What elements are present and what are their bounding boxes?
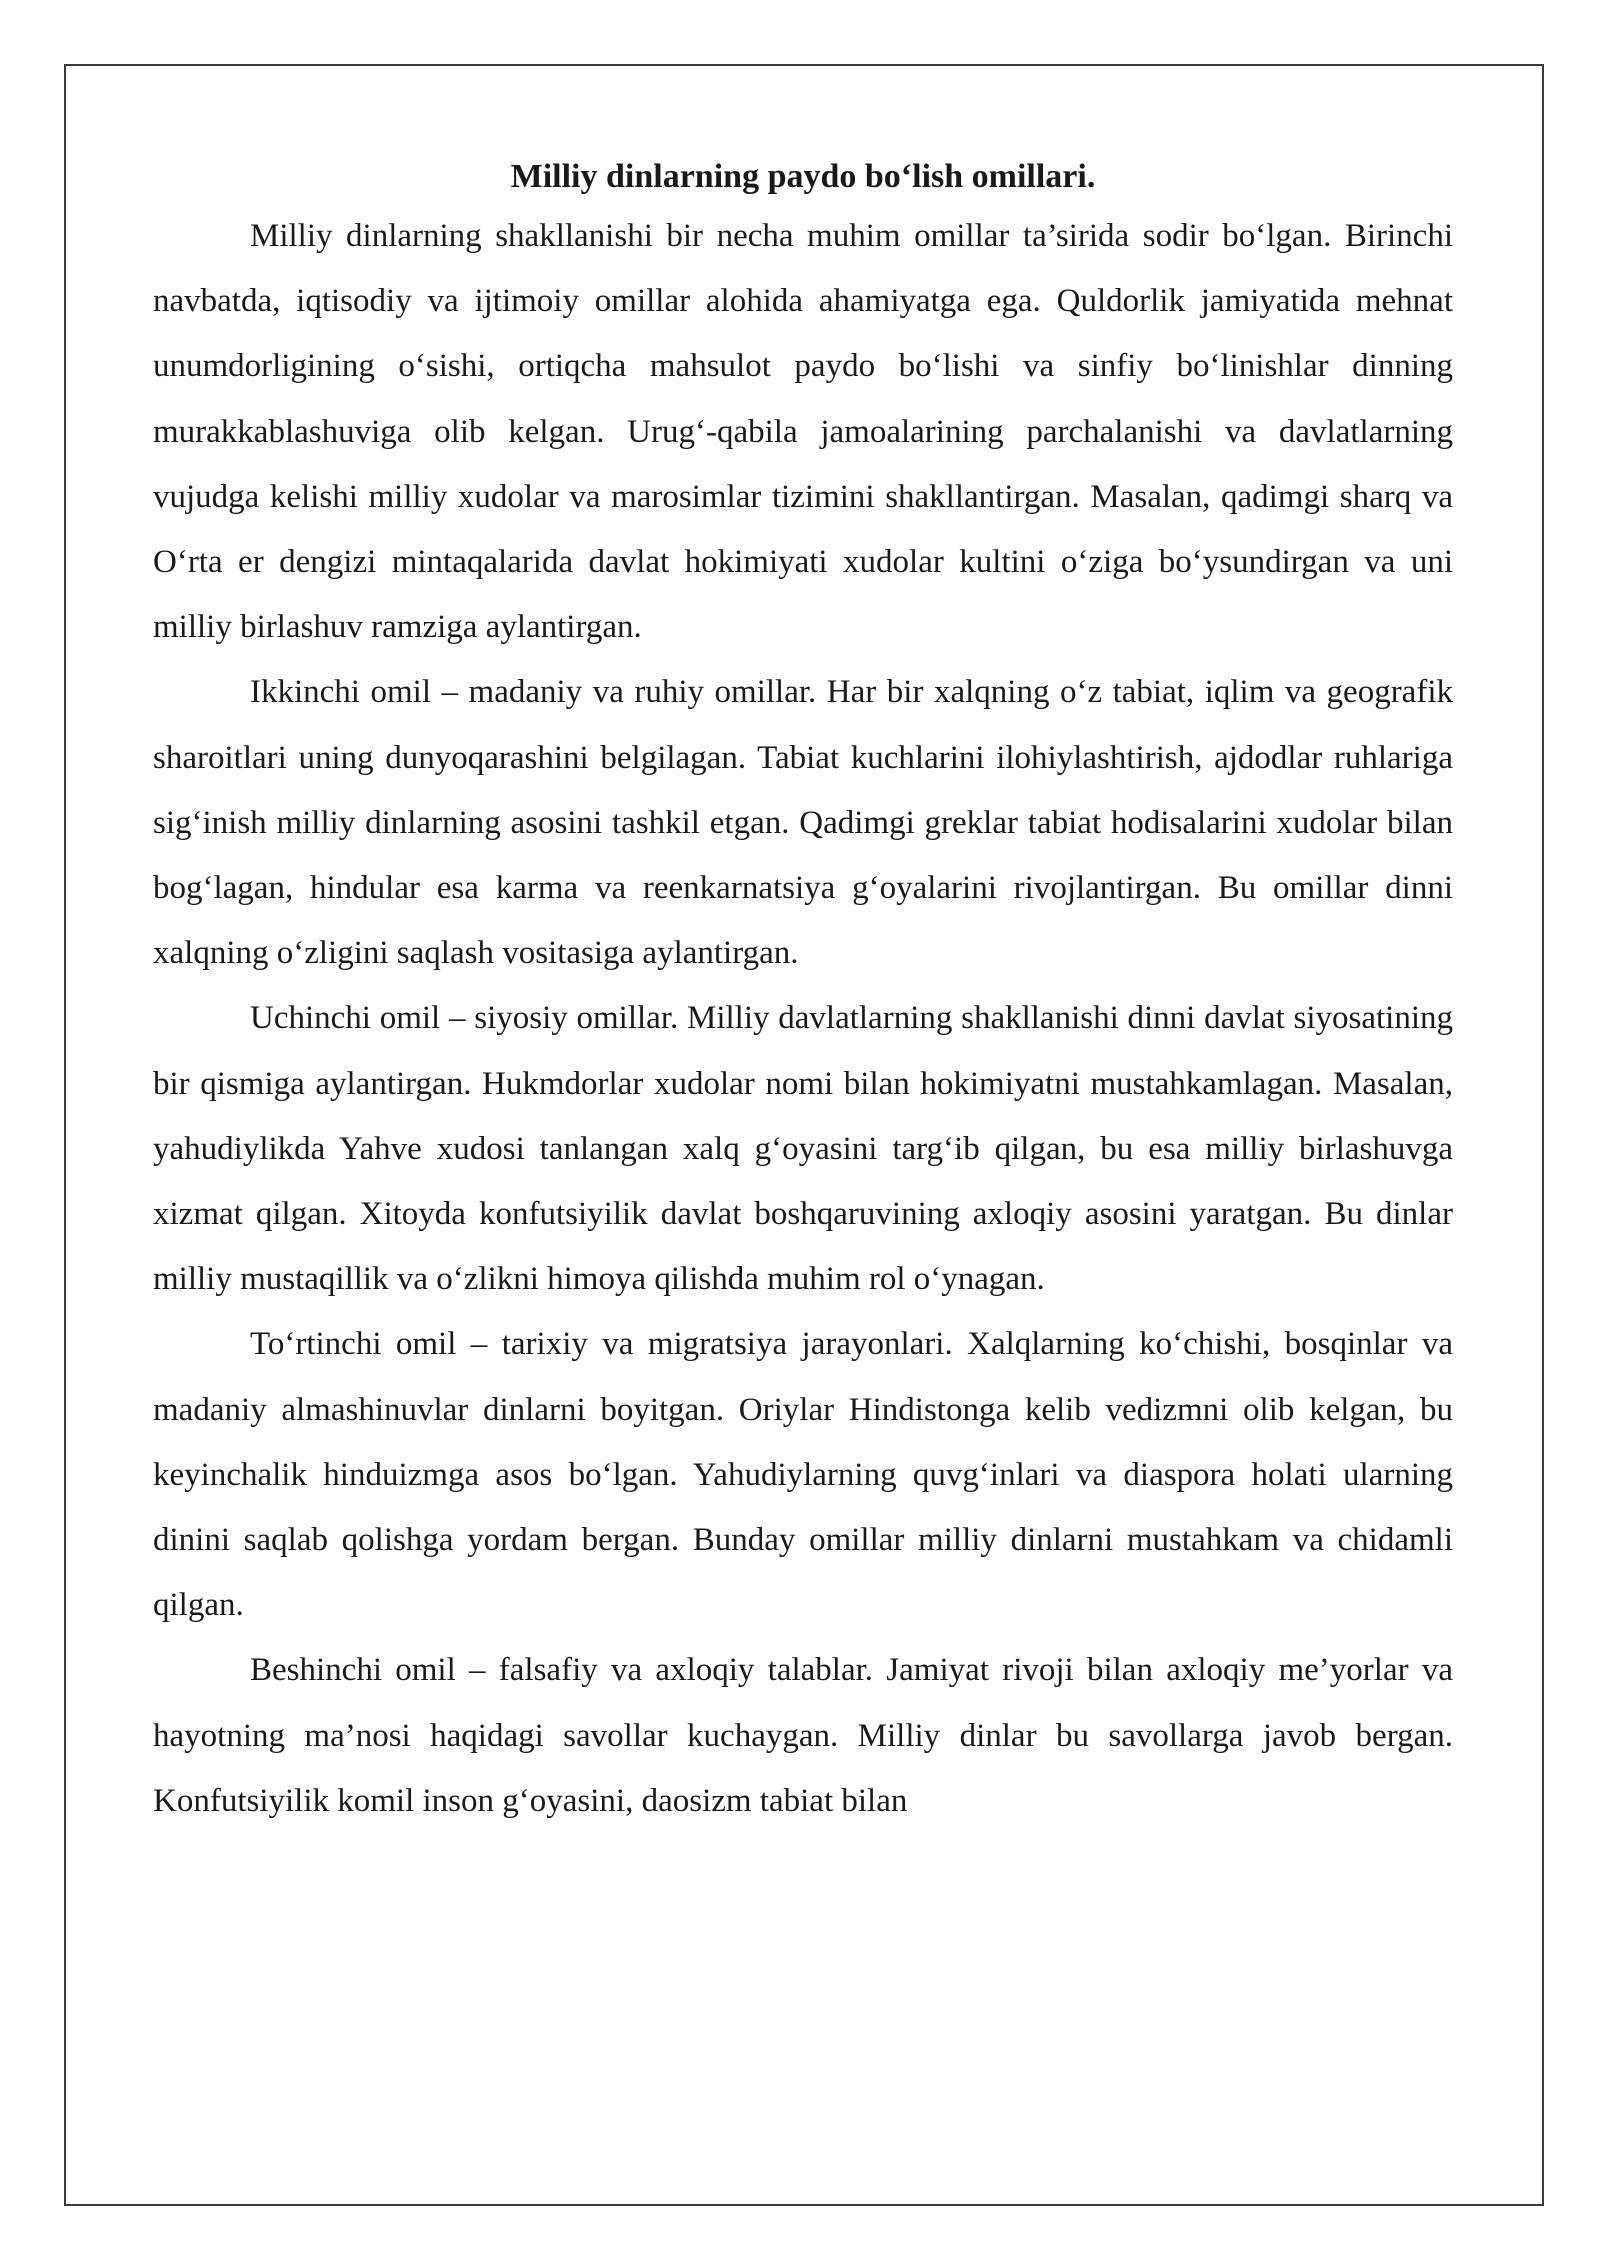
document-title: Milliy dinlarning paydo bo‘lish omillari.	[510, 158, 1096, 195]
document-body	[153, 150, 1453, 1834]
paragraph-historical-migration-factors: To‘rtinchi omil – tarixiy va migratsiya jarayonlari. Xalqlarning ko‘chishi, bosqinlar va madaniy almashinuvlar dinlarni boyitgan. Oriylar Hindistonga kelib vedizmni olib kelgan, bu keyinchalik hinduizmga asos bo‘lgan. Yahudiylarning quvg‘inlari va diaspora holati ularning dinini saqlab qolishga yordam bergan. Bunday omillar milliy dinlarni mustahkam va chidamli qilgan.	[153, 1326, 1453, 1624]
paragraph-economic-social-factors: Milliy dinlarning shakllanishi bir necha muhim omillar ta’sirida sodir bo‘lgan. Birinchi navbatda, iqtisodiy va ijtimoiy omillar alohida ahamiyatga ega. Quldorlik jamiyatida mehnat unumdorligining o‘sishi, ortiqcha mahsulot paydo bo‘lishi va sinfiy bo‘linishlar dinning murakkablashuviga olib kelgan. Urug‘-qabila jamoalarining parchalanishi va davlatlarning vujudga kelishi milliy xudolar va marosimlar tizimini shakllantirgan. Masalan, qadimgi sharq va O‘rta er dengizi mintaqalarida davlat hokimiyati xudolar kultini o‘ziga bo‘ysundirgan va uni milliy birlashuv ramziga aylantirgan.	[153, 218, 1453, 646]
paragraph-cultural-spiritual-factors: Ikkinchi omil – madaniy va ruhiy omillar. Har bir xalqning o‘z tabiat, iqlim va geografik sharoitlari uning dunyoqarashini belgilagan. Tabiat kuchlarini ilohiylashtirish, ajdodlar ruhlariga sig‘inish milliy dinlarning asosini tashkil etgan. Qadimgi greklar tabiat hodisalarini xudolar bilan bog‘lagan, hindular esa karma va reenkarnatsiya g‘oyalarini rivojlantirgan. Bu omillar dinni xalqning o‘zligini saqlash vositasiga aylantirgan.	[153, 674, 1453, 972]
paragraph-philosophical-moral-factors: Beshinchi omil – falsafiy va axloqiy talablar. Jamiyat rivoji bilan axloqiy me’yorlar va hayotning ma’nosi haqidagi savollar kuchaygan. Milliy dinlar bu savollarga javob bergan. Konfutsiyilik komil inson g‘oyasini, daosizm tabiat bilan	[153, 1652, 1453, 1819]
paragraph-political-factors: Uchinchi omil – siyosiy omillar. Milliy davlatlarning shakllanishi dinni davlat siyosatining bir qismiga aylantirgan. Hukmdorlar xudolar nomi bilan hokimiyatni mustahkamlagan. Masalan, yahudiylikda Yahve xudosi tanlangan xalq g‘oyasini targ‘ib qilgan, bu esa milliy birlashuvga xizmat qilgan. Xitoyda konfutsiyilik davlat boshqaruvining axloqiy asosini yaratgan. Bu dinlar milliy mustaqillik va o‘zlikni himoya qilishda muhim rol o‘ynagan.	[153, 1000, 1453, 1298]
